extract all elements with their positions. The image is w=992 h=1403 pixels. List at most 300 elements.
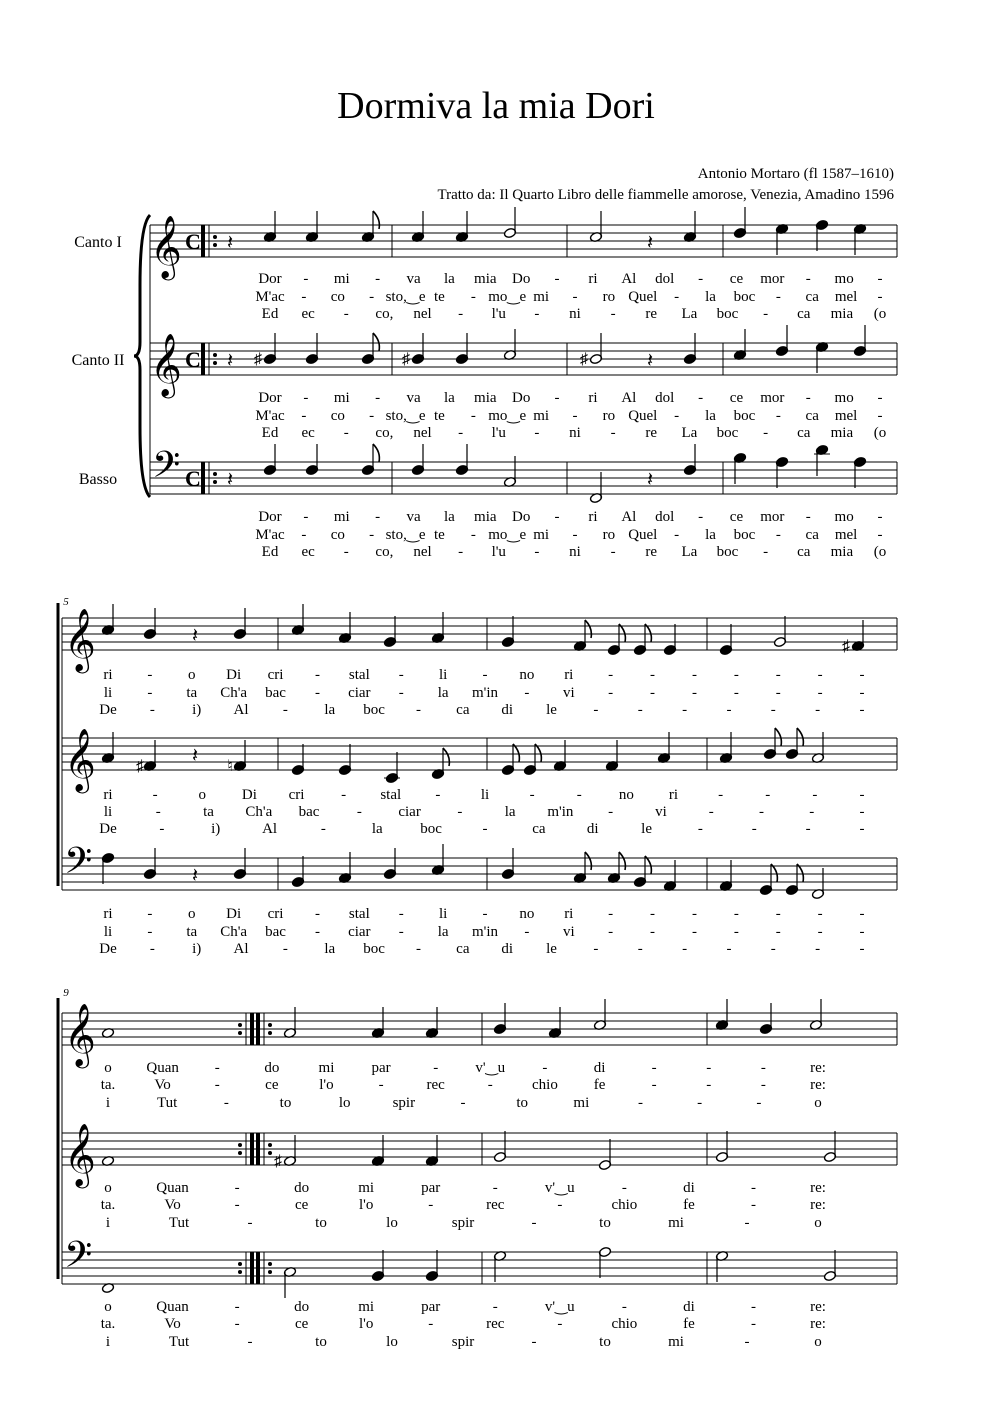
lyric-basso: vi	[562, 924, 575, 940]
lyric-canto1: Al	[621, 271, 637, 287]
lyric-basso: -	[744, 1334, 750, 1350]
lyric-canto1: chio	[532, 1077, 558, 1093]
lyric-canto1: bac	[265, 685, 286, 701]
lyric-canto1: to	[279, 1095, 292, 1111]
lyric-canto1: -	[706, 1077, 712, 1093]
lyric-canto1: mi	[533, 289, 550, 305]
repeat-dot	[213, 472, 217, 476]
lyric-canto1: ciar	[348, 685, 371, 701]
lyric-canto2: mi	[533, 408, 550, 424]
lyric-basso: nel	[413, 544, 432, 560]
lyric-canto1: (o	[873, 306, 887, 322]
lyric-canto2: boc	[420, 821, 442, 837]
lyric-canto1: -	[691, 685, 697, 701]
lyric-canto2: (o	[873, 425, 887, 441]
lyric-canto1: -	[733, 685, 739, 701]
lyric-basso: -	[859, 924, 865, 940]
lyric-canto1: ca	[805, 289, 819, 305]
lyric-canto1: -	[223, 1095, 229, 1111]
lyric-canto2: l'o	[358, 1197, 374, 1213]
lyric-basso: -	[817, 924, 823, 940]
lyric-canto1: -	[651, 1060, 657, 1076]
lyric-canto2: Quan	[156, 1180, 189, 1196]
lyric-canto1: rec	[426, 1077, 445, 1093]
lyric-basso: -	[303, 509, 309, 525]
lyric-canto1: -	[650, 667, 656, 683]
lyric-canto2: -	[303, 390, 309, 406]
lyric-canto1: -	[572, 289, 578, 305]
note-flag	[771, 864, 777, 882]
lyric-basso: do	[294, 1299, 310, 1315]
lyric-basso: ca	[805, 527, 819, 543]
lyric-canto2: -	[155, 804, 161, 820]
lyric-canto1: ri	[103, 667, 113, 683]
lyric-canto2: la	[371, 821, 383, 837]
lyric-canto1: Do	[512, 271, 531, 287]
lyric-basso: -	[369, 527, 375, 543]
lyric-canto2: -	[320, 821, 326, 837]
measure-number: 5	[63, 596, 69, 608]
lyric-canto2: ro	[602, 408, 616, 424]
lyric-basso: -	[375, 509, 381, 525]
lyric-canto1: mi	[333, 271, 350, 287]
lyric-canto2: -	[572, 408, 578, 424]
note-flag	[619, 852, 625, 870]
lyric-basso: -	[482, 906, 488, 922]
lyric-canto1: o	[104, 1060, 112, 1076]
lyric-canto2: Do	[512, 390, 531, 406]
lyric-canto2: -	[763, 425, 769, 441]
sharp-icon: ♯	[136, 758, 144, 775]
lyric-canto2: Dor	[258, 390, 282, 406]
lyric-basso: ni	[569, 544, 581, 560]
lyric-basso: to	[599, 1334, 611, 1350]
lyric-basso: ce	[729, 509, 744, 525]
lyric-canto1: ri	[588, 271, 598, 287]
lyric-canto2: i)	[211, 821, 221, 837]
lyric-canto2: -	[809, 804, 815, 820]
lyric-canto1: -	[398, 667, 404, 683]
lyric-canto1: Quan	[146, 1060, 179, 1076]
lyric-canto2: -	[534, 425, 540, 441]
lyric-canto2: re:	[810, 1197, 826, 1213]
lyric-basso: rec	[486, 1316, 505, 1332]
quarter-rest-icon: 𝄽	[191, 865, 199, 887]
lyric-canto1: M'ac	[255, 289, 285, 305]
lyric-basso: ri	[103, 906, 113, 922]
lyric-basso: dol	[655, 509, 675, 525]
lyric-canto1: do	[264, 1060, 280, 1076]
lyric-canto1: -	[343, 306, 349, 322]
lyric-canto2: ca	[532, 821, 546, 837]
lyric-canto1: te	[434, 289, 445, 305]
lyric-canto2: la	[705, 408, 716, 424]
lyric-canto1: spir	[392, 1095, 416, 1111]
repeat-dot	[238, 1262, 242, 1266]
note-flag	[797, 864, 803, 882]
lyric-canto2: li	[103, 804, 113, 820]
lyric-canto2: co,	[375, 425, 394, 441]
lyric-canto1: -	[608, 685, 614, 701]
lyric-canto1: -	[534, 306, 540, 322]
lyric-canto2: -	[234, 1197, 240, 1213]
lyric-basso: -	[877, 527, 883, 543]
lyric-canto1: -	[775, 667, 781, 683]
lyric-canto2: -	[805, 821, 811, 837]
lyric-canto1: m'in	[471, 685, 499, 701]
lyric-canto1: boc	[363, 702, 385, 718]
lyric-canto2: -	[576, 787, 582, 803]
lyric-canto2: Tut	[168, 1215, 190, 1231]
quarter-rest-icon: 𝄽	[226, 350, 234, 372]
lyric-basso: Di	[226, 906, 242, 922]
lyric-basso: co	[330, 527, 345, 543]
lyric-canto1: -	[524, 685, 530, 701]
lyric-canto2: cri	[288, 787, 305, 803]
time-signature: C	[185, 347, 201, 372]
lyric-basso: ca	[797, 544, 811, 560]
lyric-canto2: -	[750, 1197, 756, 1213]
lyric-basso: Ed	[261, 544, 279, 560]
lyric-basso: -	[775, 906, 781, 922]
lyric-canto1: o	[814, 1095, 822, 1111]
lyric-basso: -	[282, 941, 288, 957]
lyric-canto1: stal	[348, 667, 370, 683]
quarter-rest-icon: 𝄽	[226, 469, 234, 491]
lyric-basso: mi	[333, 509, 350, 525]
lyric-basso: Al	[233, 941, 249, 957]
lyric-basso: ri	[564, 906, 574, 922]
lyric-canto1: mia	[830, 306, 854, 322]
lyric-canto1: -	[651, 1077, 657, 1093]
lyric-canto1: mor	[760, 271, 785, 287]
lyric-canto2: -	[751, 821, 757, 837]
lyric-canto2: o	[814, 1215, 822, 1231]
lyric-basso: m'in	[471, 924, 499, 940]
lyric-basso: ciar	[348, 924, 371, 940]
repeat-dot	[238, 1031, 242, 1035]
lyric-canto2: to	[599, 1215, 611, 1231]
lyric-basso: no	[519, 906, 535, 922]
lyric-basso: li	[438, 906, 448, 922]
lyric-canto2: Vo	[164, 1197, 181, 1213]
lyric-basso: la	[705, 527, 716, 543]
lyric-basso: -	[877, 509, 883, 525]
lyric-canto2: De	[99, 821, 117, 837]
lyric-basso: (o	[873, 544, 887, 560]
lyric-canto1: la	[324, 702, 336, 718]
lyric-canto1: -	[398, 685, 404, 701]
lyric-canto1: -	[487, 1077, 493, 1093]
lyric-basso: ri	[588, 509, 598, 525]
quarter-rest-icon: 𝄽	[646, 350, 654, 372]
lyric-basso: -	[775, 924, 781, 940]
lyric-canto2: o	[104, 1180, 112, 1196]
lyric-basso: chio	[611, 1316, 638, 1332]
lyric-basso: M'ac	[255, 527, 285, 543]
lyric-canto2: -	[608, 804, 614, 820]
lyric-basso: De	[99, 941, 117, 957]
lyric-basso: -	[147, 906, 153, 922]
lyric-canto2: ta.	[100, 1197, 116, 1213]
lyric-canto2: -	[744, 1215, 750, 1231]
lyric-canto1: o	[188, 667, 196, 683]
lyric-basso: Quel	[628, 527, 658, 543]
lyric-canto2: ri	[588, 390, 598, 406]
lyric-canto1: to	[516, 1095, 529, 1111]
lyric-canto2: va	[406, 390, 421, 406]
lyric-canto2: mia	[474, 390, 497, 406]
lyric-canto2: -	[234, 1180, 240, 1196]
lyric-canto2: -	[341, 787, 347, 803]
lyric-canto2: mo‿e	[488, 408, 527, 424]
lyric-canto1: ca	[456, 702, 470, 718]
lyric-canto2: la	[504, 804, 516, 820]
lyric-canto2: do	[294, 1180, 310, 1196]
lyric-basso: -	[147, 924, 153, 940]
lyric-basso: sto,‿e	[385, 527, 426, 543]
lyric-canto2: mo	[834, 390, 854, 406]
repeat-dot	[238, 1023, 242, 1027]
lyric-canto1: Ed	[261, 306, 279, 322]
lyric-canto2: mi	[358, 1180, 375, 1196]
lyric-canto2: -	[877, 390, 883, 406]
lyric-canto2: par	[421, 1180, 441, 1196]
lyric-canto1: Di	[226, 667, 242, 683]
lyric-canto2: o	[198, 787, 206, 803]
note-flag	[443, 748, 449, 766]
lyric-canto2: bac	[298, 804, 320, 820]
lyric-canto2: to	[315, 1215, 327, 1231]
time-signature: C	[185, 466, 201, 491]
sharp-icon: ♯	[254, 351, 262, 368]
lyric-canto1: -	[149, 702, 155, 718]
lyric-basso: ta	[186, 924, 198, 940]
lyric-basso: lo	[386, 1334, 398, 1350]
lyric-canto1: -	[760, 1077, 766, 1093]
lyric-basso: fe	[683, 1316, 695, 1332]
lyric-canto1: -	[726, 702, 732, 718]
lyric-canto1: -	[610, 306, 616, 322]
lyric-canto1: -	[698, 271, 704, 287]
note-flag	[373, 211, 379, 229]
lyric-canto2: Di	[241, 787, 257, 803]
lyric-canto2: ta	[203, 804, 214, 820]
lyric-canto2: -	[765, 787, 771, 803]
lyric-canto2: -	[529, 787, 535, 803]
lyric-canto1: -	[775, 685, 781, 701]
lyric-canto2: -	[859, 804, 865, 820]
system-bracket	[134, 215, 150, 497]
lyric-basso: -	[608, 906, 614, 922]
lyric-canto1: Al	[233, 702, 249, 718]
lyric-canto2: -	[457, 804, 463, 820]
lyric-canto1: -	[214, 1077, 220, 1093]
lyric-canto1: Vo	[154, 1077, 171, 1093]
lyric-basso: l'o	[358, 1316, 374, 1332]
lyric-basso: La	[681, 544, 698, 560]
lyric-canto2: -	[152, 787, 158, 803]
lyric-canto2: mor	[760, 390, 785, 406]
lyric-canto2: Al	[621, 390, 637, 406]
lyric-canto2: di	[586, 821, 599, 837]
lyric-canto2: -	[610, 425, 616, 441]
lyric-canto2: Al	[262, 821, 278, 837]
lyric-basso: mia	[830, 544, 854, 560]
lyric-canto1: -	[697, 1095, 703, 1111]
lyric-basso: -	[650, 906, 656, 922]
lyric-canto1: ce	[729, 271, 744, 287]
lyric-basso: -	[398, 924, 404, 940]
lyric-canto2: boc	[716, 425, 739, 441]
lyric-basso: Tut	[168, 1334, 190, 1350]
lyric-canto1: re	[645, 306, 658, 322]
bass-clef-icon: 𝄢	[64, 841, 93, 890]
lyric-canto1: -	[375, 271, 381, 287]
lyric-canto1: sto,‿e	[385, 289, 426, 305]
composer-credit: Antonio Mortaro (fl 1587–1610)	[697, 166, 894, 182]
lyric-canto1: co	[330, 289, 345, 305]
lyric-canto2: -	[877, 408, 883, 424]
repeat-dot	[268, 1270, 272, 1274]
lyric-canto1: -	[369, 289, 375, 305]
lyric-canto1: i	[105, 1095, 111, 1111]
lyric-canto1: -	[415, 702, 421, 718]
lyric-basso: i)	[192, 941, 202, 957]
lyric-canto2: -	[482, 821, 488, 837]
note-flag	[373, 333, 379, 351]
treble-clef-icon: 𝄞	[64, 610, 96, 670]
lyric-basso: -	[775, 527, 781, 543]
lyric-basso: -	[247, 1334, 253, 1350]
lyric-canto2: Ch'a	[245, 804, 273, 820]
lyric-basso: Quan	[156, 1299, 189, 1315]
lyric-canto2: -	[247, 1215, 253, 1231]
lyric-canto2: -	[301, 408, 307, 424]
quarter-rest-icon: 𝄽	[226, 232, 234, 254]
repeat-dot	[213, 353, 217, 357]
lyric-canto1: -	[770, 702, 776, 718]
lyric-canto1: ni	[569, 306, 581, 322]
repeat-dot	[268, 1023, 272, 1027]
lyric-basso: -	[458, 544, 464, 560]
lyric-canto2: vi	[655, 804, 667, 820]
lyric-canto2: -	[356, 804, 362, 820]
lyric-canto2: no	[618, 787, 634, 803]
lyric-canto2: dol	[655, 390, 675, 406]
lyric-canto1: -	[433, 1060, 439, 1076]
lyric-canto2: ec	[301, 425, 315, 441]
lyric-canto2: -	[554, 390, 560, 406]
lyric-canto1: la	[437, 685, 449, 701]
lyric-basso: la	[324, 941, 336, 957]
lyric-canto1: Ch'a	[220, 685, 248, 701]
lyric-basso: -	[234, 1316, 240, 1332]
lyric-canto1: -	[760, 1060, 766, 1076]
lyric-canto1: La	[681, 306, 698, 322]
lyric-basso: te	[434, 527, 445, 543]
lyric-canto1: i)	[192, 702, 202, 718]
lyric-canto1: le	[546, 702, 557, 718]
repeat-dot	[238, 1151, 242, 1155]
lyric-canto2: -	[492, 1180, 498, 1196]
lyric-canto1: fe	[593, 1077, 606, 1093]
lyric-canto2: La	[681, 425, 698, 441]
lyric-canto2: -	[674, 408, 680, 424]
lyric-canto1: vi	[562, 685, 575, 701]
lyric-canto2: i	[105, 1215, 111, 1231]
lyric-canto2: -	[805, 390, 811, 406]
lyric-canto2: di	[683, 1180, 695, 1196]
lyric-canto2: -	[343, 425, 349, 441]
lyric-canto2: ri	[668, 787, 679, 803]
lyric-basso: -	[554, 509, 560, 525]
lyric-canto2: -	[428, 1197, 434, 1213]
lyric-canto1: ca	[797, 306, 811, 322]
treble-clef-icon: 𝄞	[64, 1125, 96, 1185]
lyric-basso: -	[610, 544, 616, 560]
lyric-basso: -	[763, 544, 769, 560]
lyric-canto2: spir	[451, 1215, 475, 1231]
lyric-canto1: Quel	[628, 289, 658, 305]
lyric-canto2: ciar	[398, 804, 421, 820]
lyric-canto1: Dor	[258, 271, 282, 287]
lyric-canto2: -	[859, 821, 865, 837]
lyric-basso: -	[637, 941, 643, 957]
lyric-basso: boc	[716, 544, 739, 560]
lyric-canto1: mel	[834, 289, 858, 305]
lyric-canto2: -	[708, 804, 714, 820]
lyric-canto2: -	[159, 821, 165, 837]
lyric-canto1: -	[859, 667, 865, 683]
note-flag	[373, 444, 379, 462]
note-flag	[797, 728, 803, 746]
lyric-canto2: fe	[683, 1197, 695, 1213]
lyric-canto1: -	[301, 289, 307, 305]
lyric-canto2: boc	[733, 408, 756, 424]
voice-label: Canto I	[74, 234, 122, 251]
lyric-canto2: l'u	[491, 425, 506, 441]
lyric-canto2: la	[443, 390, 455, 406]
quarter-rest-icon: 𝄽	[646, 469, 654, 491]
repeat-dot	[268, 1262, 272, 1266]
lyric-canto1: -	[691, 667, 697, 683]
lyric-canto1: co,	[375, 306, 394, 322]
lyric-basso: -	[149, 941, 155, 957]
lyric-canto1: -	[682, 702, 688, 718]
lyric-basso: -	[733, 906, 739, 922]
lyric-canto2: mi	[333, 390, 350, 406]
lyric-canto1: mia	[474, 271, 497, 287]
sharp-icon: ♯	[402, 351, 410, 368]
lyric-canto2: re:	[810, 1180, 826, 1196]
lyric-basso: -	[817, 906, 823, 922]
lyric-basso: -	[733, 924, 739, 940]
lyric-canto1: boc	[716, 306, 739, 322]
note-flag	[645, 624, 651, 642]
bass-clef-icon: 𝄢	[64, 1235, 93, 1284]
lyric-canto2: -	[859, 787, 865, 803]
lyric-basso: ce	[294, 1316, 309, 1332]
lyric-canto1: -	[877, 271, 883, 287]
lyric-basso: -	[674, 527, 680, 543]
note-flag	[535, 744, 541, 762]
lyric-canto2: ce	[294, 1197, 309, 1213]
lyric-basso: -	[691, 906, 697, 922]
lyric-basso: -	[301, 527, 307, 543]
lyric-canto1: la	[705, 289, 716, 305]
lyric-canto1: li	[103, 685, 113, 701]
